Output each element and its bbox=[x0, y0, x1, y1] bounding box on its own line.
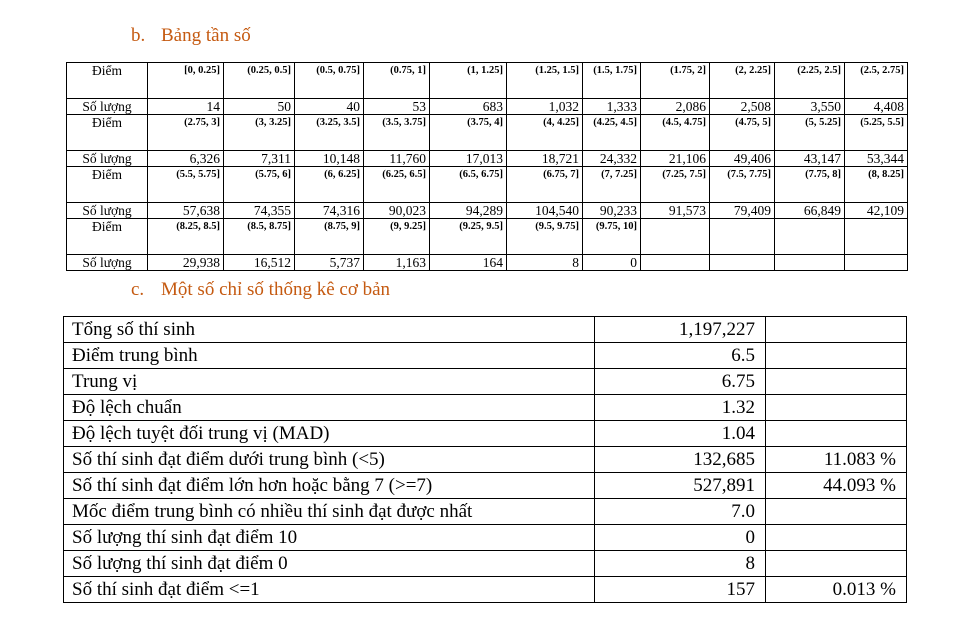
category-cell: (7.25, 7.5] bbox=[641, 167, 710, 203]
stat-value: 8 bbox=[595, 551, 766, 577]
frequency-count-row bbox=[67, 255, 908, 271]
category-cell: (1, 1.25] bbox=[430, 63, 507, 99]
category-cell bbox=[775, 219, 845, 255]
row-header-diem: Điểm bbox=[67, 63, 148, 99]
stat-percent: 44.093 % bbox=[766, 473, 907, 499]
stat-value: 6.5 bbox=[595, 343, 766, 369]
frequency-count-row bbox=[67, 99, 908, 115]
category-cell: (2.75, 3] bbox=[148, 115, 224, 151]
count-cell: 16,512 bbox=[224, 255, 295, 271]
category-cell: (7.75, 8] bbox=[775, 167, 845, 203]
statistics-table bbox=[63, 316, 907, 603]
count-cell: 104,540 bbox=[507, 203, 583, 219]
count-cell: 3,550 bbox=[775, 99, 845, 115]
frequency-category-row bbox=[67, 115, 908, 151]
row-header-diem: Điểm bbox=[67, 167, 148, 203]
stat-percent bbox=[766, 551, 907, 577]
count-cell bbox=[845, 255, 908, 271]
category-cell: (3.25, 3.5] bbox=[295, 115, 364, 151]
stat-label: Mốc điểm trung bình có nhiều thí sinh đạt được nhất bbox=[64, 499, 595, 525]
stat-percent bbox=[766, 369, 907, 395]
stat-value: 6.75 bbox=[595, 369, 766, 395]
count-cell: 42,109 bbox=[845, 203, 908, 219]
stats-row bbox=[64, 551, 907, 577]
count-cell: 40 bbox=[295, 99, 364, 115]
frequency-category-row bbox=[67, 219, 908, 255]
category-cell: (6.25, 6.5] bbox=[364, 167, 430, 203]
count-cell: 49,406 bbox=[710, 151, 775, 167]
stat-percent bbox=[766, 395, 907, 421]
category-cell: (8, 8.25] bbox=[845, 167, 908, 203]
category-cell: (2.25, 2.5] bbox=[775, 63, 845, 99]
category-cell: (5, 5.25] bbox=[775, 115, 845, 151]
stat-value: 527,891 bbox=[595, 473, 766, 499]
stat-label: Số thí sinh đạt điểm dưới trung bình (<5) bbox=[64, 447, 595, 473]
section-heading-frequency bbox=[131, 25, 251, 47]
category-cell: (7.5, 7.75] bbox=[710, 167, 775, 203]
count-cell: 17,013 bbox=[430, 151, 507, 167]
stats-row bbox=[64, 343, 907, 369]
stat-label: Điểm trung bình bbox=[64, 343, 595, 369]
stat-percent bbox=[766, 317, 907, 343]
category-cell bbox=[710, 219, 775, 255]
count-cell: 7,311 bbox=[224, 151, 295, 167]
count-cell: 18,721 bbox=[507, 151, 583, 167]
stat-value: 1,197,227 bbox=[595, 317, 766, 343]
category-cell: (5.5, 5.75] bbox=[148, 167, 224, 203]
category-cell: (4.75, 5] bbox=[710, 115, 775, 151]
category-cell: (9.75, 10] bbox=[583, 219, 641, 255]
count-cell: 14 bbox=[148, 99, 224, 115]
category-cell: (4, 4.25] bbox=[507, 115, 583, 151]
count-cell: 1,333 bbox=[583, 99, 641, 115]
count-cell: 74,355 bbox=[224, 203, 295, 219]
category-cell: (9.25, 9.5] bbox=[430, 219, 507, 255]
count-cell: 74,316 bbox=[295, 203, 364, 219]
category-cell: (6.75, 7] bbox=[507, 167, 583, 203]
category-cell: (1.75, 2] bbox=[641, 63, 710, 99]
count-cell bbox=[775, 255, 845, 271]
category-cell: (0.5, 0.75] bbox=[295, 63, 364, 99]
stats-row bbox=[64, 447, 907, 473]
count-cell: 4,408 bbox=[845, 99, 908, 115]
stats-row bbox=[64, 317, 907, 343]
category-cell: (9.5, 9.75] bbox=[507, 219, 583, 255]
section-heading-stats bbox=[131, 279, 390, 301]
stat-percent bbox=[766, 343, 907, 369]
stat-percent bbox=[766, 421, 907, 447]
frequency-table bbox=[66, 62, 908, 271]
category-cell: (4.5, 4.75] bbox=[641, 115, 710, 151]
category-cell: (0.75, 1] bbox=[364, 63, 430, 99]
category-cell: (0.25, 0.5] bbox=[224, 63, 295, 99]
count-cell: 79,409 bbox=[710, 203, 775, 219]
stat-value: 0 bbox=[595, 525, 766, 551]
stat-label: Số lượng thí sinh đạt điểm 10 bbox=[64, 525, 595, 551]
count-cell: 2,086 bbox=[641, 99, 710, 115]
stat-value: 1.32 bbox=[595, 395, 766, 421]
section-title: Một số chỉ số thống kê cơ bản bbox=[161, 279, 391, 300]
stats-row bbox=[64, 577, 907, 603]
count-cell: 5,737 bbox=[295, 255, 364, 271]
frequency-count-row bbox=[67, 151, 908, 167]
category-cell: (7, 7.25] bbox=[583, 167, 641, 203]
category-cell: (3, 3.25] bbox=[224, 115, 295, 151]
stat-percent: 0.013 % bbox=[766, 577, 907, 603]
count-cell: 0 bbox=[583, 255, 641, 271]
frequency-category-row bbox=[67, 63, 908, 99]
category-cell: (1.5, 1.75] bbox=[583, 63, 641, 99]
stat-value: 157 bbox=[595, 577, 766, 603]
stats-row bbox=[64, 395, 907, 421]
category-cell: (8.5, 8.75] bbox=[224, 219, 295, 255]
frequency-count-row bbox=[67, 203, 908, 219]
count-cell: 57,638 bbox=[148, 203, 224, 219]
row-header-so-luong: Số lượng bbox=[67, 203, 148, 219]
frequency-category-row bbox=[67, 167, 908, 203]
count-cell bbox=[641, 255, 710, 271]
category-cell: (2, 2.25] bbox=[710, 63, 775, 99]
category-cell: (5.75, 6] bbox=[224, 167, 295, 203]
category-cell: (5.25, 5.5] bbox=[845, 115, 908, 151]
category-cell bbox=[641, 219, 710, 255]
stat-percent bbox=[766, 499, 907, 525]
count-cell: 164 bbox=[430, 255, 507, 271]
row-header-so-luong: Số lượng bbox=[67, 151, 148, 167]
count-cell: 90,023 bbox=[364, 203, 430, 219]
category-cell: (4.25, 4.5] bbox=[583, 115, 641, 151]
count-cell bbox=[710, 255, 775, 271]
count-cell: 43,147 bbox=[775, 151, 845, 167]
category-cell: (8.25, 8.5] bbox=[148, 219, 224, 255]
stat-label: Độ lệch chuẩn bbox=[64, 395, 595, 421]
count-cell: 2,508 bbox=[710, 99, 775, 115]
section-letter: b. bbox=[131, 25, 146, 46]
section-letter: c. bbox=[131, 279, 145, 300]
count-cell: 90,233 bbox=[583, 203, 641, 219]
category-cell: (2.5, 2.75] bbox=[845, 63, 908, 99]
category-cell: [0, 0.25] bbox=[148, 63, 224, 99]
count-cell: 10,148 bbox=[295, 151, 364, 167]
count-cell: 94,289 bbox=[430, 203, 507, 219]
section-title: Bảng tần số bbox=[161, 25, 251, 46]
count-cell: 66,849 bbox=[775, 203, 845, 219]
stats-row bbox=[64, 525, 907, 551]
count-cell: 1,032 bbox=[507, 99, 583, 115]
stat-label: Số lượng thí sinh đạt điểm 0 bbox=[64, 551, 595, 577]
stat-percent bbox=[766, 525, 907, 551]
count-cell: 53 bbox=[364, 99, 430, 115]
count-cell: 11,760 bbox=[364, 151, 430, 167]
count-cell: 91,573 bbox=[641, 203, 710, 219]
category-cell: (1.25, 1.5] bbox=[507, 63, 583, 99]
stat-value: 1.04 bbox=[595, 421, 766, 447]
category-cell bbox=[845, 219, 908, 255]
count-cell: 29,938 bbox=[148, 255, 224, 271]
row-header-so-luong: Số lượng bbox=[67, 99, 148, 115]
stat-label: Số thí sinh đạt điểm <=1 bbox=[64, 577, 595, 603]
stats-row bbox=[64, 499, 907, 525]
category-cell: (6, 6.25] bbox=[295, 167, 364, 203]
stats-row bbox=[64, 369, 907, 395]
count-cell: 24,332 bbox=[583, 151, 641, 167]
count-cell: 1,163 bbox=[364, 255, 430, 271]
category-cell: (8.75, 9] bbox=[295, 219, 364, 255]
count-cell: 53,344 bbox=[845, 151, 908, 167]
stat-label: Độ lệch tuyệt đối trung vị (MAD) bbox=[64, 421, 595, 447]
stat-value: 7.0 bbox=[595, 499, 766, 525]
count-cell: 8 bbox=[507, 255, 583, 271]
category-cell: (9, 9.25] bbox=[364, 219, 430, 255]
row-header-diem: Điểm bbox=[67, 219, 148, 255]
stat-label: Số thí sinh đạt điểm lớn hơn hoặc bằng 7 (>=7) bbox=[64, 473, 595, 499]
row-header-so-luong: Số lượng bbox=[67, 255, 148, 271]
count-cell: 6,326 bbox=[148, 151, 224, 167]
stat-percent: 11.083 % bbox=[766, 447, 907, 473]
category-cell: (3.75, 4] bbox=[430, 115, 507, 151]
count-cell: 50 bbox=[224, 99, 295, 115]
category-cell: (6.5, 6.75] bbox=[430, 167, 507, 203]
count-cell: 21,106 bbox=[641, 151, 710, 167]
stats-row bbox=[64, 473, 907, 499]
category-cell: (3.5, 3.75] bbox=[364, 115, 430, 151]
stat-label: Trung vị bbox=[64, 369, 595, 395]
stat-value: 132,685 bbox=[595, 447, 766, 473]
count-cell: 683 bbox=[430, 99, 507, 115]
row-header-diem: Điểm bbox=[67, 115, 148, 151]
stat-label: Tổng số thí sinh bbox=[64, 317, 595, 343]
stats-row bbox=[64, 421, 907, 447]
